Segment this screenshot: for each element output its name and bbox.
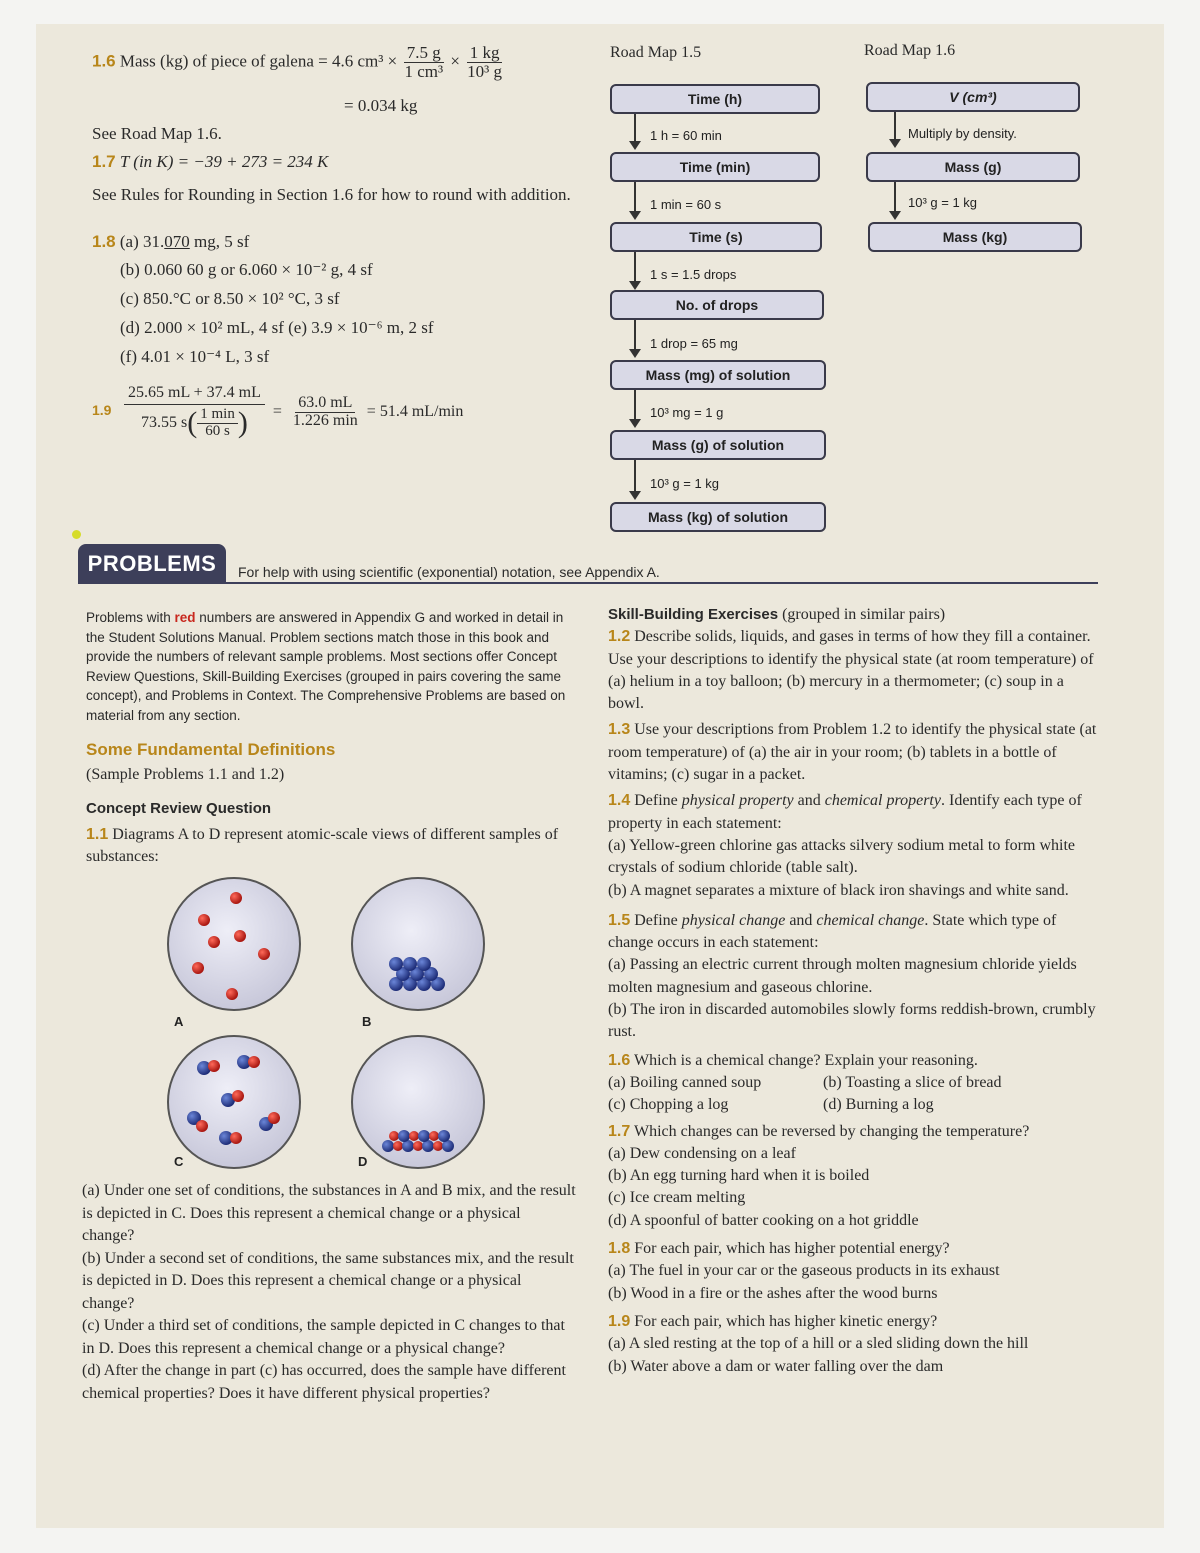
skill-heading-sub: (grouped in similar pairs) — [778, 606, 946, 623]
numerator: 63.0 mL — [295, 395, 355, 413]
answer-part-a-end: mg, 5 sf — [189, 232, 250, 251]
problem-1-6-options — [608, 1094, 1100, 1116]
paren: ( — [187, 406, 198, 440]
answer-1-8-c: (c) 850.°C or 8.50 × 10² °C, 3 sf — [120, 289, 340, 308]
section-subtitle: (Sample Problems 1.1 and 1.2) — [86, 766, 285, 783]
section-rule — [78, 582, 1098, 584]
problem-1-8 — [608, 1238, 1100, 1260]
option: (c) Chopping a log — [608, 1096, 729, 1114]
option: (a) Boiling canned soup — [608, 1073, 762, 1091]
italic-term: chemical property — [824, 792, 941, 810]
answer-number: 1.6 — [92, 51, 116, 71]
problem-part: (b) A magnet separates a mixture of black iron shavings and white sand. — [608, 881, 1069, 899]
conversion-factor: Multiply by density. — [908, 126, 1017, 141]
problem-part: (a) Dew condensing on a leaf — [608, 1144, 796, 1162]
roadmap-box: Mass (kg) of solution — [610, 502, 826, 532]
equals-sign: = — [272, 403, 282, 421]
section-title: Some Fundamental Definitions — [86, 740, 336, 759]
problem-text: Define — [634, 911, 682, 929]
problems-banner: PROBLEMS — [78, 544, 226, 584]
problem-1-9 — [608, 1311, 1100, 1333]
problem-part: (b) Under a second set of conditions, the same substances mix, and the result is depicted in D. Does this represent a chemical change or a physical change? — [82, 1249, 574, 1312]
problem-part: (c) Ice cream melting — [608, 1189, 746, 1207]
answer-1-8 — [92, 232, 249, 252]
problem-number: 1.7 — [608, 1122, 631, 1140]
problem-text: . Identify each type of property in each statement: — [608, 792, 1082, 832]
svg-text:C: C — [174, 1154, 184, 1169]
help-note: For help with using scientific (exponential) notation, see Appendix A. — [238, 564, 660, 580]
svg-text:A: A — [174, 1014, 184, 1029]
answer-1-8-f: (f) 4.01 × 10⁻⁴ L, 3 sf — [120, 347, 270, 366]
answer-1-8-b: (b) 0.060 60 g or 6.060 × 10⁻² g, 4 sf — [120, 260, 373, 279]
numerator: 1 kg — [467, 44, 503, 63]
problem-part: (d) A spoonful of batter cooking on a hot griddle — [608, 1211, 919, 1229]
equation-part: = 4.6 cm³ × — [318, 51, 398, 71]
problem-number: 1.8 — [608, 1240, 631, 1258]
intro-text: Problems with — [86, 610, 175, 625]
problem-part: (b) Wood in a fire or the ashes after the wood burns — [608, 1284, 938, 1302]
time-seconds: 73.55 s — [141, 413, 188, 431]
problem-part: (a) Passing an electric current through molten magnesium chloride yields molten magnesium and gaseous chlorine. — [608, 956, 1077, 996]
intro-text: numbers are answered in Appendix G and worked in detail in the Student Solutions Manual. Problem sections match those in this book and provide the numbers of relevant sample problems. Most sections offer Concept Review Questions, Skill-Building Exercises (grouped in pairs covering the same concept), and Problems in Context. The Comprehensive Problems are based on material from any section. — [86, 610, 566, 723]
problem-number: 1.2 — [608, 628, 631, 646]
roadmap-box: No. of drops — [610, 290, 824, 320]
roadmap-box: Time (min) — [610, 152, 820, 182]
problem-text: Which changes can be reversed by changing the temperature? — [633, 1122, 1030, 1140]
numerator: 25.65 mL + 37.4 mL — [124, 385, 265, 405]
option: (b) Toasting a slice of bread — [823, 1073, 1002, 1091]
answer-result: = 51.4 mL/min — [366, 403, 464, 421]
answer-number: 1.9 — [92, 402, 112, 418]
roadmap-box: Mass (mg) of solution — [610, 360, 826, 390]
times-sign: × — [450, 51, 460, 71]
problem-part: (d) After the change in part (c) has occurred, does the sample have different chemical properties? Does it have different physical properties? — [82, 1362, 566, 1402]
problem-number: 1.5 — [608, 911, 631, 929]
down-arrow-icon — [634, 114, 636, 148]
answer-part-a: (a) 31. — [119, 232, 165, 251]
svg-text:B: B — [362, 1014, 372, 1029]
problem-1-5 — [608, 910, 1100, 955]
problem-text: . State which type of change occurs in each statement: — [608, 911, 1057, 952]
problem-1-7 — [608, 1121, 1100, 1143]
concept-review-heading: Concept Review Question — [86, 800, 272, 817]
conversion-factor: 1 drop = 65 mg — [650, 336, 738, 351]
answer-1-7 — [92, 152, 328, 172]
problem-1-6 — [608, 1050, 1100, 1072]
roadmap-box: Mass (g) — [866, 152, 1080, 182]
roadmap-box: Time (s) — [610, 222, 822, 252]
right-column — [608, 604, 1100, 1378]
road-map-1-5-title: Road Map 1.5 — [610, 44, 702, 61]
fraction — [197, 407, 238, 440]
roadmap-box: Mass (g) of solution — [610, 430, 826, 460]
answer-number: 1.8 — [92, 232, 116, 251]
problem-1-4 — [608, 790, 1100, 835]
denominator: 60 s — [205, 422, 230, 439]
numerator: 1 min — [197, 407, 238, 424]
problem-part: (b) Water above a dam or water falling over the dam — [608, 1357, 944, 1375]
problem-number: 1.9 — [608, 1312, 631, 1330]
roadmap-box: V (cm³) — [866, 82, 1080, 112]
problem-text: Define — [634, 792, 682, 810]
fraction — [464, 44, 505, 81]
italic-term: chemical change — [816, 911, 925, 929]
textbook-page — [36, 24, 1164, 1528]
problem-1-3 — [608, 719, 1100, 786]
problem-1-1-parts — [82, 1180, 576, 1405]
down-arrow-icon — [634, 320, 636, 356]
answer-number: 1.7 — [92, 152, 116, 171]
conversion-factor: 10³ mg = 1 g — [650, 405, 724, 420]
fraction — [401, 44, 446, 81]
problem-part: (a) Yellow-green chlorine gas attacks silvery sodium metal to form white crystals of sodium chloride (table salt). — [608, 836, 1075, 877]
problem-number: 1.4 — [608, 792, 631, 810]
conversion-factor: 1 h = 60 min — [650, 128, 722, 143]
problem-1-1 — [86, 824, 578, 868]
italic-term: physical change — [681, 911, 786, 929]
problem-text: For each pair, which has higher potential energy? — [634, 1240, 950, 1258]
margin-marker-icon — [72, 530, 81, 539]
road-map-1-6-title: Road Map 1.6 — [864, 42, 956, 59]
problem-text: Use your descriptions from Problem 1.2 to identify the physical state (at room temperature) of (a) the air in your room; (b) tablets in a bottle of vitamins; (c) sugar in a packet. — [608, 721, 1097, 784]
denominator: 10³ g — [467, 61, 503, 81]
problem-part: (b) An egg turning hard when it is boiled — [608, 1167, 870, 1185]
problem-number: 1.1 — [86, 826, 109, 843]
problem-1-2 — [608, 626, 1100, 715]
down-arrow-icon — [894, 182, 896, 218]
answer-1-8-d-e: (d) 2.000 × 10² mL, 4 sf (e) 3.9 × 10⁻⁶ m, 2 sf — [120, 318, 434, 337]
answer-1-6-result: = 0.034 kg — [344, 96, 418, 115]
down-arrow-icon — [634, 252, 636, 288]
roadmap-box: Mass (kg) — [868, 222, 1082, 252]
fraction — [124, 385, 265, 439]
problem-number: 1.3 — [608, 721, 631, 739]
down-arrow-icon — [894, 112, 896, 146]
problem-text: Describe solids, liquids, and gases in terms of how they fill a container. Use your descriptions to identify the physical state (at room temperature) of (a) helium in a toy balloon; (b) mercury in a thermometer; (c) soup in a bowl. — [608, 628, 1094, 713]
italic-term: physical property — [681, 792, 794, 810]
problem-part: (b) The iron in discarded automobiles slowly forms reddish-brown, crumbly rust. — [608, 1001, 1096, 1041]
svg-text:D: D — [358, 1154, 368, 1169]
down-arrow-icon — [634, 182, 636, 218]
answer-1-9 — [124, 384, 463, 439]
problem-text: and — [793, 792, 825, 810]
skill-heading-title: Skill-Building Exercises — [608, 606, 779, 623]
problem-text: Which is a chemical change? Explain your reasoning. — [633, 1051, 978, 1069]
underlined-digits: 070 — [164, 232, 190, 251]
fraction — [290, 395, 361, 430]
denominator: 1 cm³ — [404, 61, 444, 81]
atomic-scale-figure — [164, 876, 504, 1176]
answer-text: T (in K) = −39 + 273 = 234 K — [119, 152, 329, 171]
conversion-factor: 10³ g = 1 kg — [650, 476, 720, 491]
roadmap-box: Time (h) — [610, 84, 820, 114]
problem-1-6-options — [608, 1072, 1100, 1094]
see-road-map: See Road Map 1.6. — [92, 124, 222, 143]
paren: ) — [237, 406, 248, 440]
problem-text: Diagrams A to D represent atomic-scale views of different samples of substances: — [86, 826, 559, 865]
numerator: 7.5 g — [404, 44, 444, 63]
problem-text: For each pair, which has higher kinetic energy? — [634, 1312, 938, 1330]
problem-part: (a) The fuel in your car or the gaseous products in its exhaust — [608, 1262, 1000, 1280]
red-word: red — [174, 610, 196, 625]
denominator: 1.226 min — [292, 411, 358, 429]
conversion-factor: 10³ g = 1 kg — [908, 195, 978, 210]
conversion-factor: 1 s = 1.5 drops — [650, 267, 737, 282]
rounding-note: See Rules for Rounding in Section 1.6 for how to round with addition. — [92, 185, 571, 204]
denominator — [138, 405, 251, 440]
down-arrow-icon — [634, 390, 636, 426]
option: (d) Burning a log — [823, 1096, 934, 1114]
atomic-diagrams — [164, 876, 504, 1176]
down-arrow-icon — [634, 460, 636, 498]
problem-text: and — [785, 911, 817, 929]
problem-part: (c) Under a third set of conditions, the sample depicted in C changes to that in D. Does this represent a chemical change or a physical change? — [82, 1317, 565, 1357]
problems-intro — [86, 608, 574, 725]
conversion-factor: 1 min = 60 s — [650, 197, 722, 212]
problem-part: (a) Under one set of conditions, the substances in A and B mix, and the result is depicted in C. Does this represent a chemical change or a physical change? — [82, 1182, 576, 1244]
answer-text: Mass (kg) of piece of galena — [119, 51, 314, 71]
problem-part: (a) A sled resting at the top of a hill or a sled sliding down the hill — [608, 1335, 1029, 1353]
skill-heading — [608, 604, 1100, 626]
problem-number: 1.6 — [608, 1051, 631, 1069]
answer-1-6 — [92, 44, 505, 81]
